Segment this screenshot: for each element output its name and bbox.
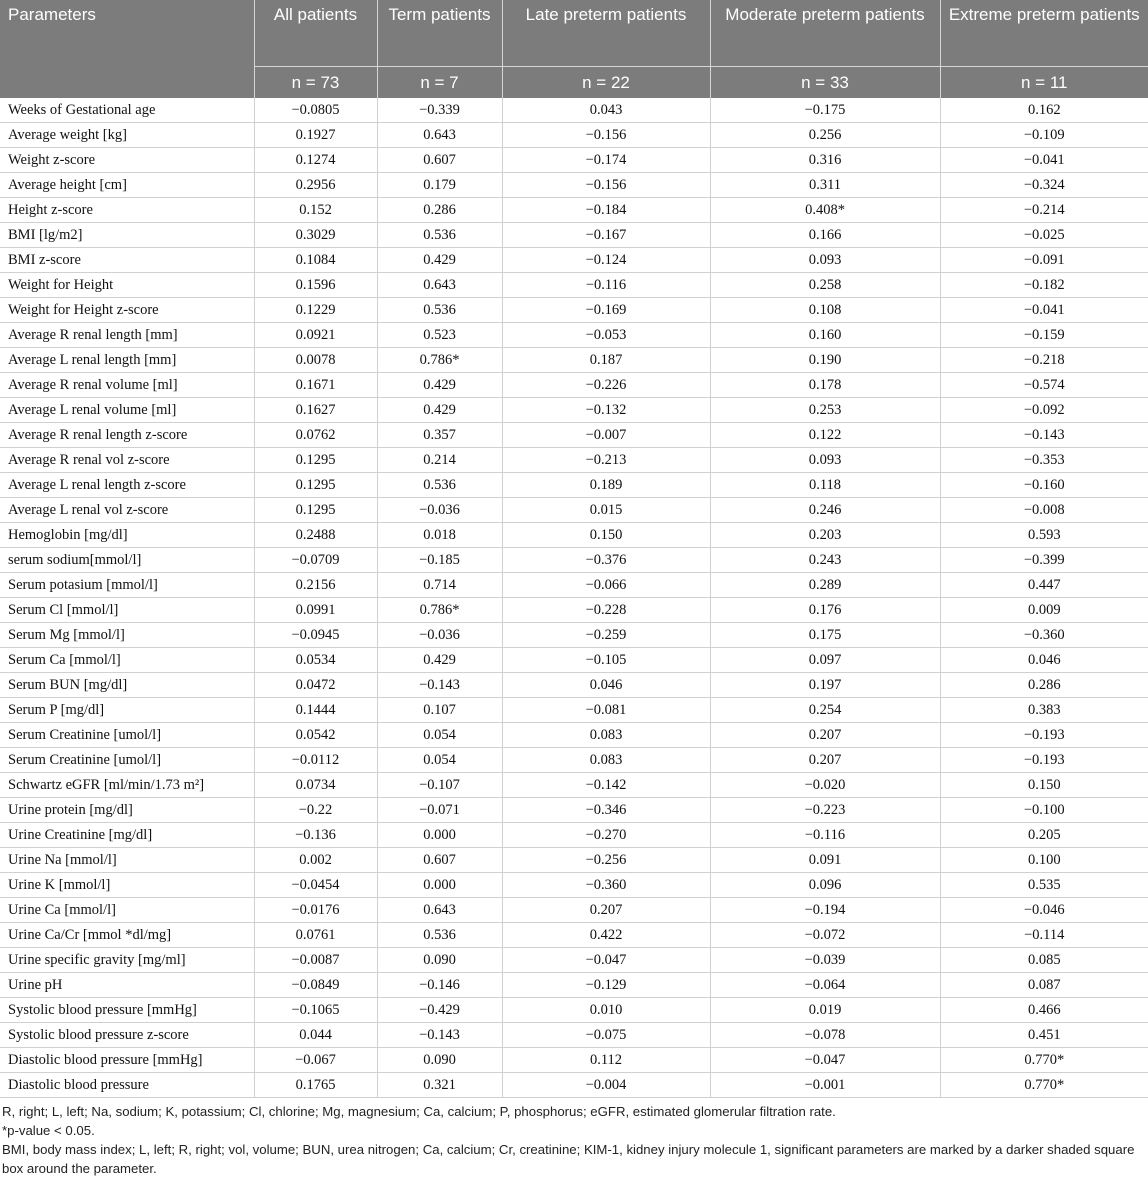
table-row bbox=[0, 248, 1148, 273]
parameter-name: Average L renal length z-score bbox=[0, 473, 254, 498]
correlation-value: −0.226 bbox=[502, 373, 710, 398]
correlation-value: −0.036 bbox=[377, 498, 502, 523]
correlation-value: −0.167 bbox=[502, 223, 710, 248]
correlation-value: 0.1671 bbox=[254, 373, 377, 398]
correlation-value: −0.259 bbox=[502, 623, 710, 648]
correlation-value: −0.081 bbox=[502, 698, 710, 723]
correlation-value: −0.036 bbox=[377, 623, 502, 648]
correlation-value: −0.574 bbox=[940, 373, 1148, 398]
correlation-value: 0.311 bbox=[710, 173, 940, 198]
parameter-name: Schwartz eGFR [ml/min/1.73 m²] bbox=[0, 773, 254, 798]
table-row bbox=[0, 348, 1148, 373]
correlation-value: 0.770* bbox=[940, 1073, 1148, 1098]
parameter-name: Average R renal volume [ml] bbox=[0, 373, 254, 398]
correlation-value: −0.116 bbox=[502, 273, 710, 298]
footnotes bbox=[0, 1102, 1148, 1178]
table-row bbox=[0, 948, 1148, 973]
table-row bbox=[0, 848, 1148, 873]
correlation-value: −0.0454 bbox=[254, 873, 377, 898]
table-row bbox=[0, 423, 1148, 448]
parameter-name: Average L renal vol z-score bbox=[0, 498, 254, 523]
table-row bbox=[0, 598, 1148, 623]
correlation-value: 0.770* bbox=[940, 1048, 1148, 1073]
correlation-value: 0.535 bbox=[940, 873, 1148, 898]
correlation-value: −0.353 bbox=[940, 448, 1148, 473]
table-header bbox=[0, 0, 1148, 98]
correlation-value: 0.083 bbox=[502, 723, 710, 748]
correlation-value: 0.357 bbox=[377, 423, 502, 448]
correlation-value: 0.083 bbox=[502, 748, 710, 773]
correlation-value: 0.0472 bbox=[254, 673, 377, 698]
table-row bbox=[0, 573, 1148, 598]
parameter-name: Serum Creatinine [umol/l] bbox=[0, 723, 254, 748]
n-all: n = 73 bbox=[254, 67, 377, 99]
correlation-value: −0.105 bbox=[502, 648, 710, 673]
table-row bbox=[0, 323, 1148, 348]
correlation-value: −0.360 bbox=[940, 623, 1148, 648]
correlation-value: 0.321 bbox=[377, 1073, 502, 1098]
correlation-value: −0.116 bbox=[710, 823, 940, 848]
correlation-value: 0.714 bbox=[377, 573, 502, 598]
correlation-value: 0.214 bbox=[377, 448, 502, 473]
correlation-value: −0.071 bbox=[377, 798, 502, 823]
table-row bbox=[0, 648, 1148, 673]
correlation-value: −0.174 bbox=[502, 148, 710, 173]
correlation-value: 0.152 bbox=[254, 198, 377, 223]
correlation-value: −0.159 bbox=[940, 323, 1148, 348]
correlation-value: −0.007 bbox=[502, 423, 710, 448]
parameter-name: Serum Creatinine [umol/l] bbox=[0, 748, 254, 773]
correlation-value: −0.218 bbox=[940, 348, 1148, 373]
parameter-name: Diastolic blood pressure bbox=[0, 1073, 254, 1098]
correlation-value: 0.289 bbox=[710, 573, 940, 598]
correlation-value: −0.064 bbox=[710, 973, 940, 998]
correlation-value: 0.1084 bbox=[254, 248, 377, 273]
table-row bbox=[0, 923, 1148, 948]
correlation-value: 0.150 bbox=[502, 523, 710, 548]
correlation-value: −0.132 bbox=[502, 398, 710, 423]
correlation-value: 0.254 bbox=[710, 698, 940, 723]
correlation-value: −0.346 bbox=[502, 798, 710, 823]
correlation-value: −0.376 bbox=[502, 548, 710, 573]
correlation-value: −0.360 bbox=[502, 873, 710, 898]
correlation-value: −0.324 bbox=[940, 173, 1148, 198]
table-row bbox=[0, 998, 1148, 1023]
correlation-value: 0.607 bbox=[377, 848, 502, 873]
correlation-value: 0.1927 bbox=[254, 123, 377, 148]
table-row bbox=[0, 548, 1148, 573]
table-row bbox=[0, 898, 1148, 923]
correlation-value: −0.001 bbox=[710, 1073, 940, 1098]
correlation-value: 0.246 bbox=[710, 498, 940, 523]
correlation-value: −0.146 bbox=[377, 973, 502, 998]
correlation-value: 0.090 bbox=[377, 948, 502, 973]
correlation-value: 0.054 bbox=[377, 748, 502, 773]
correlation-value: 0.122 bbox=[710, 423, 940, 448]
correlation-value: 0.523 bbox=[377, 323, 502, 348]
correlation-value: 0.253 bbox=[710, 398, 940, 423]
correlation-value: −0.169 bbox=[502, 298, 710, 323]
parameter-name: Weight z-score bbox=[0, 148, 254, 173]
correlation-value: 0.1295 bbox=[254, 473, 377, 498]
correlation-value: 0.2956 bbox=[254, 173, 377, 198]
correlation-value: −0.175 bbox=[710, 98, 940, 123]
correlation-value: −0.0945 bbox=[254, 623, 377, 648]
correlation-value: −0.193 bbox=[940, 748, 1148, 773]
correlation-value: 0.0991 bbox=[254, 598, 377, 623]
parameter-name: Serum Cl [mmol/l] bbox=[0, 598, 254, 623]
correlation-value: 0.536 bbox=[377, 923, 502, 948]
correlation-value: 0.451 bbox=[940, 1023, 1148, 1048]
correlation-value: −0.047 bbox=[710, 1048, 940, 1073]
correlation-value: 0.0761 bbox=[254, 923, 377, 948]
parameter-name: Systolic blood pressure z-score bbox=[0, 1023, 254, 1048]
correlation-value: −0.046 bbox=[940, 898, 1148, 923]
correlation-value: 0.091 bbox=[710, 848, 940, 873]
correlation-value: 0.046 bbox=[502, 673, 710, 698]
correlation-value: 0.1596 bbox=[254, 273, 377, 298]
correlation-value: 0.112 bbox=[502, 1048, 710, 1073]
correlation-value: 0.118 bbox=[710, 473, 940, 498]
correlation-value: 0.447 bbox=[940, 573, 1148, 598]
parameter-name: Serum Mg [mmol/l] bbox=[0, 623, 254, 648]
header-all-patients: All patients bbox=[254, 0, 377, 67]
correlation-value: 0.000 bbox=[377, 823, 502, 848]
table-row bbox=[0, 298, 1148, 323]
correlation-value: −0.053 bbox=[502, 323, 710, 348]
parameter-name: Urine pH bbox=[0, 973, 254, 998]
parameter-name: Average weight [kg] bbox=[0, 123, 254, 148]
correlation-value: 0.207 bbox=[502, 898, 710, 923]
parameter-name: Weight for Height bbox=[0, 273, 254, 298]
correlation-value: −0.194 bbox=[710, 898, 940, 923]
table-row bbox=[0, 123, 1148, 148]
header-extreme-preterm: Extreme preterm patients bbox=[940, 0, 1148, 67]
correlation-value: −0.270 bbox=[502, 823, 710, 848]
correlation-value: 0.286 bbox=[940, 673, 1148, 698]
parameter-name: BMI [lg/m2] bbox=[0, 223, 254, 248]
table-row bbox=[0, 1073, 1148, 1098]
correlation-value: −0.008 bbox=[940, 498, 1148, 523]
parameter-name: Average R renal length z-score bbox=[0, 423, 254, 448]
parameter-name: Urine specific gravity [mg/ml] bbox=[0, 948, 254, 973]
correlation-value: −0.256 bbox=[502, 848, 710, 873]
correlation-value: 0.536 bbox=[377, 223, 502, 248]
correlation-value: −0.136 bbox=[254, 823, 377, 848]
correlation-value: −0.067 bbox=[254, 1048, 377, 1073]
correlation-value: 0.009 bbox=[940, 598, 1148, 623]
table-row bbox=[0, 673, 1148, 698]
correlation-value: −0.100 bbox=[940, 798, 1148, 823]
table-row bbox=[0, 823, 1148, 848]
correlation-value: −0.223 bbox=[710, 798, 940, 823]
correlation-value: 0.593 bbox=[940, 523, 1148, 548]
correlation-value: −0.039 bbox=[710, 948, 940, 973]
correlation-value: 0.189 bbox=[502, 473, 710, 498]
table-row bbox=[0, 223, 1148, 248]
table-row bbox=[0, 623, 1148, 648]
footnote-bmi-abbreviations: BMI, body mass index; L, left; R, right; vol, volume; BUN, urea nitrogen; Ca, calcium; Cr, creatinine; KIM-1, kidney injury molecule 1, significant parameters are marked by a darker shaded square box around the parameter. bbox=[2, 1142, 1135, 1176]
correlation-value: −0.429 bbox=[377, 998, 502, 1023]
correlation-value: −0.22 bbox=[254, 798, 377, 823]
correlation-value: 0.429 bbox=[377, 248, 502, 273]
correlation-value: 0.2156 bbox=[254, 573, 377, 598]
correlation-value: −0.213 bbox=[502, 448, 710, 473]
parameter-name: Urine Na [mmol/l] bbox=[0, 848, 254, 873]
correlation-value: 0.093 bbox=[710, 448, 940, 473]
table-row bbox=[0, 148, 1148, 173]
correlation-value: 0.3029 bbox=[254, 223, 377, 248]
table-row bbox=[0, 173, 1148, 198]
table-body bbox=[0, 98, 1148, 1098]
table-row bbox=[0, 473, 1148, 498]
parameter-name: Average R renal vol z-score bbox=[0, 448, 254, 473]
correlation-value: −0.109 bbox=[940, 123, 1148, 148]
table-row bbox=[0, 748, 1148, 773]
correlation-value: 0.0762 bbox=[254, 423, 377, 448]
correlation-value: −0.156 bbox=[502, 173, 710, 198]
parameter-name: Urine protein [mg/dl] bbox=[0, 798, 254, 823]
correlation-value: −0.184 bbox=[502, 198, 710, 223]
footnote-abbreviations: R, right; L, left; Na, sodium; K, potassium; Cl, chlorine; Mg, magnesium; Ca, calcium; P, phosphorus; eGFR, estimated glomerular filtration rate. bbox=[2, 1104, 836, 1119]
correlation-value: 0.096 bbox=[710, 873, 940, 898]
correlation-value: 0.160 bbox=[710, 323, 940, 348]
correlation-value: −0.075 bbox=[502, 1023, 710, 1048]
header-parameters: Parameters bbox=[0, 0, 254, 98]
table-row bbox=[0, 1048, 1148, 1073]
correlation-value: 0.178 bbox=[710, 373, 940, 398]
correlation-value: 0.207 bbox=[710, 748, 940, 773]
correlation-value: −0.091 bbox=[940, 248, 1148, 273]
parameter-name: serum sodium[mmol/l] bbox=[0, 548, 254, 573]
correlation-value: 0.166 bbox=[710, 223, 940, 248]
correlation-value: 0.1295 bbox=[254, 498, 377, 523]
correlation-value: −0.228 bbox=[502, 598, 710, 623]
correlation-value: −0.072 bbox=[710, 923, 940, 948]
correlation-value: −0.114 bbox=[940, 923, 1148, 948]
correlation-value: 0.100 bbox=[940, 848, 1148, 873]
parameter-name: Height z-score bbox=[0, 198, 254, 223]
correlation-value: 0.019 bbox=[710, 998, 940, 1023]
correlation-value: 0.0921 bbox=[254, 323, 377, 348]
correlation-value: 0.429 bbox=[377, 398, 502, 423]
correlation-value: −0.142 bbox=[502, 773, 710, 798]
table-row bbox=[0, 773, 1148, 798]
correlation-value: −0.0176 bbox=[254, 898, 377, 923]
table-row bbox=[0, 1023, 1148, 1048]
correlation-value: 0.176 bbox=[710, 598, 940, 623]
correlation-value: 0.643 bbox=[377, 898, 502, 923]
correlation-value: 0.207 bbox=[710, 723, 940, 748]
parameter-name: Urine Ca [mmol/l] bbox=[0, 898, 254, 923]
header-late-preterm: Late preterm patients bbox=[502, 0, 710, 67]
correlation-value: 0.422 bbox=[502, 923, 710, 948]
correlation-value: 0.107 bbox=[377, 698, 502, 723]
correlation-value: 0.383 bbox=[940, 698, 1148, 723]
correlation-value: 0.0078 bbox=[254, 348, 377, 373]
correlation-value: 0.093 bbox=[710, 248, 940, 273]
table-row bbox=[0, 498, 1148, 523]
correlation-value: −0.025 bbox=[940, 223, 1148, 248]
correlation-value: −0.193 bbox=[940, 723, 1148, 748]
correlation-value: −0.066 bbox=[502, 573, 710, 598]
correlation-value: 0.466 bbox=[940, 998, 1148, 1023]
correlation-value: −0.0087 bbox=[254, 948, 377, 973]
correlation-value: 0.044 bbox=[254, 1023, 377, 1048]
correlation-value: 0.643 bbox=[377, 123, 502, 148]
correlation-value: −0.129 bbox=[502, 973, 710, 998]
table-row bbox=[0, 973, 1148, 998]
correlation-value: 0.000 bbox=[377, 873, 502, 898]
n-moderate: n = 33 bbox=[710, 67, 940, 99]
table-row bbox=[0, 198, 1148, 223]
correlation-value: 0.1627 bbox=[254, 398, 377, 423]
parameter-name: Urine Ca/Cr [mmol *dl/mg] bbox=[0, 923, 254, 948]
correlation-value: 0.054 bbox=[377, 723, 502, 748]
correlation-value: 0.087 bbox=[940, 973, 1148, 998]
table-row bbox=[0, 273, 1148, 298]
correlation-value: 0.1444 bbox=[254, 698, 377, 723]
parameter-name: Average height [cm] bbox=[0, 173, 254, 198]
table-row bbox=[0, 873, 1148, 898]
parameter-name: Serum Ca [mmol/l] bbox=[0, 648, 254, 673]
parameter-name: Systolic blood pressure [mmHg] bbox=[0, 998, 254, 1023]
parameter-name: Weeks of Gestational age bbox=[0, 98, 254, 123]
correlation-value: 0.258 bbox=[710, 273, 940, 298]
correlation-value: −0.0805 bbox=[254, 98, 377, 123]
correlation-value: −0.160 bbox=[940, 473, 1148, 498]
correlation-value: −0.107 bbox=[377, 773, 502, 798]
table-row bbox=[0, 373, 1148, 398]
correlation-value: −0.143 bbox=[377, 1023, 502, 1048]
parameter-name: Weight for Height z-score bbox=[0, 298, 254, 323]
correlation-value: −0.004 bbox=[502, 1073, 710, 1098]
table-row bbox=[0, 698, 1148, 723]
correlation-value: −0.143 bbox=[377, 673, 502, 698]
correlation-value: −0.0112 bbox=[254, 748, 377, 773]
correlation-value: 0.187 bbox=[502, 348, 710, 373]
correlation-value: 0.286 bbox=[377, 198, 502, 223]
correlation-value: 0.607 bbox=[377, 148, 502, 173]
correlation-value: −0.339 bbox=[377, 98, 502, 123]
parameter-name: Urine Creatinine [mg/dl] bbox=[0, 823, 254, 848]
parameter-name: Average L renal volume [ml] bbox=[0, 398, 254, 423]
correlation-value: 0.536 bbox=[377, 298, 502, 323]
correlation-value: 0.108 bbox=[710, 298, 940, 323]
n-extreme: n = 11 bbox=[940, 67, 1148, 99]
correlation-value: −0.041 bbox=[940, 148, 1148, 173]
correlation-value: −0.020 bbox=[710, 773, 940, 798]
parameter-name: Serum P [mg/dl] bbox=[0, 698, 254, 723]
table-row bbox=[0, 398, 1148, 423]
table-row bbox=[0, 523, 1148, 548]
parameter-name: Serum potasium [mmol/l] bbox=[0, 573, 254, 598]
correlation-value: 0.536 bbox=[377, 473, 502, 498]
correlation-value: −0.078 bbox=[710, 1023, 940, 1048]
correlation-value: −0.214 bbox=[940, 198, 1148, 223]
correlation-value: 0.085 bbox=[940, 948, 1148, 973]
parameter-name: Serum BUN [mg/dl] bbox=[0, 673, 254, 698]
parameter-name: Average R renal length [mm] bbox=[0, 323, 254, 348]
correlation-value: 0.1229 bbox=[254, 298, 377, 323]
header-moderate-preterm: Moderate preterm patients bbox=[710, 0, 940, 67]
table-row bbox=[0, 448, 1148, 473]
correlation-value: −0.124 bbox=[502, 248, 710, 273]
correlation-value: 0.1765 bbox=[254, 1073, 377, 1098]
parameter-name: Urine K [mmol/l] bbox=[0, 873, 254, 898]
correlation-value: 0.429 bbox=[377, 373, 502, 398]
header-term-patients: Term patients bbox=[377, 0, 502, 67]
correlation-value: 0.256 bbox=[710, 123, 940, 148]
correlation-value: −0.399 bbox=[940, 548, 1148, 573]
correlation-value: 0.786* bbox=[377, 598, 502, 623]
correlation-value: 0.643 bbox=[377, 273, 502, 298]
correlation-value: 0.162 bbox=[940, 98, 1148, 123]
n-term: n = 7 bbox=[377, 67, 502, 99]
correlation-value: 0.0534 bbox=[254, 648, 377, 673]
correlation-value: 0.429 bbox=[377, 648, 502, 673]
correlation-value: −0.143 bbox=[940, 423, 1148, 448]
correlation-value: 0.1295 bbox=[254, 448, 377, 473]
correlation-value: 0.2488 bbox=[254, 523, 377, 548]
correlation-value: 0.043 bbox=[502, 98, 710, 123]
correlation-value: 0.316 bbox=[710, 148, 940, 173]
n-late: n = 22 bbox=[502, 67, 710, 99]
correlation-value: 0.203 bbox=[710, 523, 940, 548]
correlation-value: 0.243 bbox=[710, 548, 940, 573]
parameter-name: BMI z-score bbox=[0, 248, 254, 273]
correlation-value: 0.786* bbox=[377, 348, 502, 373]
correlation-value: 0.1274 bbox=[254, 148, 377, 173]
correlation-value: 0.090 bbox=[377, 1048, 502, 1073]
correlation-value: 0.0734 bbox=[254, 773, 377, 798]
correlation-value: 0.010 bbox=[502, 998, 710, 1023]
correlation-value: −0.0709 bbox=[254, 548, 377, 573]
correlation-value: −0.1065 bbox=[254, 998, 377, 1023]
footnote-pvalue: *p-value < 0.05. bbox=[2, 1123, 95, 1138]
table-row bbox=[0, 98, 1148, 123]
correlation-value: 0.0542 bbox=[254, 723, 377, 748]
parameter-name: Hemoglobin [mg/dl] bbox=[0, 523, 254, 548]
correlation-value: 0.018 bbox=[377, 523, 502, 548]
correlation-value: −0.156 bbox=[502, 123, 710, 148]
correlation-value: 0.408* bbox=[710, 198, 940, 223]
correlation-value: 0.175 bbox=[710, 623, 940, 648]
table-row bbox=[0, 723, 1148, 748]
correlation-value: 0.179 bbox=[377, 173, 502, 198]
correlation-value: −0.041 bbox=[940, 298, 1148, 323]
correlation-value: 0.205 bbox=[940, 823, 1148, 848]
correlation-value: 0.197 bbox=[710, 673, 940, 698]
correlation-value: −0.047 bbox=[502, 948, 710, 973]
correlation-value: 0.150 bbox=[940, 773, 1148, 798]
correlation-value: −0.0849 bbox=[254, 973, 377, 998]
correlation-value: −0.092 bbox=[940, 398, 1148, 423]
correlation-value: 0.190 bbox=[710, 348, 940, 373]
parameter-name: Average L renal length [mm] bbox=[0, 348, 254, 373]
correlation-value: 0.097 bbox=[710, 648, 940, 673]
parameter-name: Diastolic blood pressure [mmHg] bbox=[0, 1048, 254, 1073]
correlation-value: 0.015 bbox=[502, 498, 710, 523]
correlation-value: −0.182 bbox=[940, 273, 1148, 298]
correlation-value: 0.046 bbox=[940, 648, 1148, 673]
correlation-value: 0.002 bbox=[254, 848, 377, 873]
correlation-value: −0.185 bbox=[377, 548, 502, 573]
table-row bbox=[0, 798, 1148, 823]
